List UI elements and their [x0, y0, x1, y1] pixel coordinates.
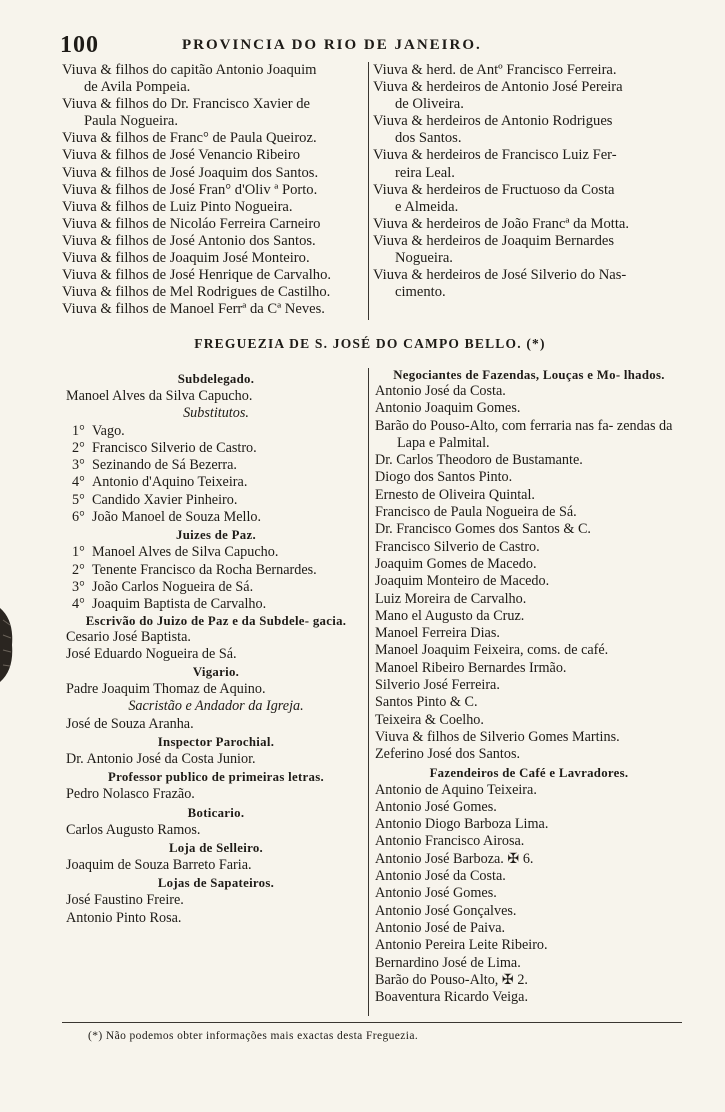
list-entry: [62, 199, 365, 216]
entry-line: Viuva & herdeiros de Francisco Luiz Fer-: [373, 147, 617, 164]
entry-line: Viuva & filhos de José Henrique de Carvalho.: [62, 267, 332, 284]
entry-continuation: de Avila Pompeia.: [84, 79, 191, 96]
list-entry: [373, 233, 678, 267]
section-heading: Subdelegado.: [177, 372, 255, 386]
entry-line: Viuva & filhos do capitão Antonio Joaquim: [62, 62, 317, 78]
entry-line: Viuva & filhos de José Joaquim dos Santos.: [62, 164, 319, 181]
entry-line: Viuva & herdeiros de Antonio Rodrigues: [373, 113, 613, 130]
entry-line: Viuva & herdeiros de Joaquim Bernardes: [373, 232, 615, 249]
list-entry: Silverio José Ferreira.: [375, 677, 500, 694]
section-heading: Vigario.: [192, 665, 240, 680]
list-entry: [373, 113, 678, 147]
entry-line: Viuva & filhos de Manoel Ferrª da Cª Neves.: [62, 301, 325, 318]
list-entry: Francisco de Paula Nogueira de Sá.: [375, 504, 577, 521]
numbered-entry: [66, 509, 366, 526]
list-entry: Manoel Alves da Silva Capucho.: [66, 388, 253, 404]
upper-left-list: [62, 62, 365, 322]
section-heading: Boticario.: [187, 805, 245, 820]
entry-continuation: reira Leal.: [395, 164, 455, 181]
entry-line: Viuva & filhos de Luiz Pinto Nogueira.: [62, 198, 293, 215]
entry-continuation: Nogueira.: [395, 250, 453, 267]
numbered-entry: [66, 474, 366, 491]
list-entry: Teixeira & Coelho.: [375, 711, 484, 728]
numbered-entry: [66, 440, 366, 457]
entry-continuation: cimento.: [395, 284, 446, 301]
list-entry: Santos Pinto & C.: [375, 694, 478, 711]
list-entry: [62, 62, 365, 96]
entry-name: Manoel Alves de Silva Capucho.: [92, 544, 279, 561]
section-heading: Juizes de Paz.: [176, 528, 256, 543]
list-entry: [62, 267, 365, 284]
list-entry: Barão do Pouso-Alto, ✠ 2.: [375, 971, 528, 988]
entry-line: Viuva & filhos de José Venancio Ribeiro: [62, 147, 300, 164]
entry-continuation: e Almeida.: [395, 198, 459, 215]
list-entry: Diogo dos Santos Pinto.: [375, 469, 513, 486]
entry-ordinal: 5°: [72, 491, 85, 508]
list-entry: Boaventura Ricardo Veiga.: [375, 989, 528, 1006]
entry-name: Antonio d'Aquino Teixeira.: [92, 474, 248, 491]
section-heading: Lojas de Sapateiros.: [157, 876, 275, 891]
section-heading: Professor publico de primeiras letras.: [107, 770, 324, 785]
list-entry: Antonio Francisco Airosa.: [375, 833, 525, 850]
list-entry: [62, 301, 365, 318]
list-entry: Joaquim Monteiro de Macedo.: [375, 573, 550, 590]
section-heading: Loja de Selleiro.: [168, 840, 264, 855]
numbered-entry: [66, 596, 366, 613]
entry-ordinal: 3°: [72, 578, 85, 595]
list-entry: Cesario José Baptista.: [66, 628, 191, 645]
right-column: [375, 368, 683, 1006]
left-column: [66, 370, 366, 927]
entry-name: Vago.: [92, 422, 125, 439]
subheading: Sacristão e Andador da Igreja.: [128, 698, 304, 715]
entry-line: Viuva & filhos de José Antonio dos Santos.: [62, 232, 316, 249]
footnote: (*) Não podemos obter informações mais exactas desta Freguezia.: [88, 1030, 419, 1042]
subheading: Substitutos.: [183, 405, 249, 422]
list-entry: Antonio José Barboza. ✠ 6.: [375, 850, 534, 867]
list-entry: Antonio Diogo Barboza Lima.: [375, 816, 549, 833]
numbered-entry: [66, 492, 366, 509]
entry-line: Viuva & filhos de Mel Rodrigues de Castilho.: [62, 284, 331, 301]
list-entry: Luiz Moreira de Carvalho.: [375, 590, 527, 607]
list-entry: [62, 147, 365, 164]
list-entry: Carlos Augusto Ramos.: [66, 821, 201, 838]
list-entry: Manoel Joaquim Feixeira, coms. de café.: [375, 642, 609, 659]
entry-name: João Carlos Nogueira de Sá.: [92, 578, 254, 595]
list-entry: Pedro Nolasco Frazão.: [66, 786, 195, 803]
list-entry: Antonio José da Costa.: [375, 383, 506, 399]
list-entry: Mano el Augusto da Cruz.: [375, 607, 525, 624]
list-entry: José Faustino Freire.: [66, 892, 184, 909]
list-entry: Antonio José Gomes.: [375, 798, 497, 815]
page-header: [60, 32, 700, 58]
numbered-entry: [66, 544, 366, 561]
lower-column-divider: [368, 368, 369, 1016]
list-entry: Joaquim de Souza Barreto Faria.: [66, 856, 252, 873]
section-heading: Negociantes de Fazendas, Louças e Mo- lhados.: [393, 368, 665, 382]
upper-column-divider: [368, 62, 369, 320]
list-entry: Ernesto de Oliveira Quintal.: [375, 486, 535, 503]
entry-ordinal: 4°: [72, 474, 85, 491]
list-entry: [62, 216, 365, 233]
running-title: PROVINCIA DO RIO DE JANEIRO.: [182, 37, 482, 53]
list-entry: Antonio Joaquim Gomes.: [375, 400, 521, 417]
list-entry: Dr. Francisco Gomes dos Santos & C.: [375, 521, 591, 538]
list-entry: [373, 147, 678, 181]
list-entry: [62, 96, 365, 130]
list-entry: [62, 130, 365, 147]
list-entry: [373, 182, 678, 216]
entry-ordinal: 3°: [72, 457, 85, 474]
list-entry: José Eduardo Nogueira de Sá.: [66, 645, 237, 662]
list-entry: Antonio José da Costa.: [375, 868, 506, 885]
entry-line: Viuva & herd. de Antº Francisco Ferreira.: [373, 62, 617, 78]
list-entry: Dr. Carlos Theodoro de Bustamante.: [375, 452, 583, 469]
list-entry: Manoel Ribeiro Bernardes Irmão.: [375, 659, 567, 676]
entry-name: João Manoel de Souza Mello.: [92, 509, 262, 526]
entry-ordinal: 2°: [72, 561, 85, 578]
numbered-entry: [66, 562, 366, 579]
entry-name: Sezinando de Sá Bezerra.: [92, 457, 237, 474]
section-heading: Inspector Parochial.: [157, 735, 275, 750]
entry-ordinal: 6°: [72, 509, 85, 526]
section-title: FREGUEZIA DE S. JOSÉ DO CAMPO BELLO. (*): [194, 336, 546, 351]
entry-line: Viuva & filhos de Franc° de Paula Queiroz.: [62, 130, 317, 147]
entry-line: Viuva & herdeiros de Fructuoso da Costa: [373, 181, 615, 198]
entry-line: Viuva & herdeiros de João Francª da Motta.: [373, 215, 630, 232]
entry-line: Viuva & filhos do Dr. Francisco Xavier de: [62, 96, 310, 113]
list-entry: Antonio José de Paiva.: [375, 919, 506, 936]
entry-continuation: dos Santos.: [395, 130, 462, 147]
entry-continuation: Paula Nogueira.: [84, 113, 179, 130]
section-heading: Escrivão do Juizo de Paz e da Subdele- gacia.: [85, 613, 347, 628]
list-entry: Manoel Ferreira Dias.: [375, 625, 500, 642]
numbered-entry: [66, 579, 366, 596]
list-entry: Padre Joaquim Thomaz de Aquino.: [66, 681, 266, 698]
entry-name: Candido Xavier Pinheiro.: [92, 491, 238, 508]
list-entry: Francisco Silverio de Castro.: [375, 538, 540, 555]
list-entry: [62, 284, 365, 301]
list-entry: Viuva & filhos de Silverio Gomes Martins.: [375, 728, 620, 745]
section-heading: Fazendeiros de Café e Lavradores.: [429, 765, 629, 780]
list-entry: [62, 165, 365, 182]
list-entry: Dr. Antonio José da Costa Junior.: [66, 751, 256, 768]
entry-ordinal: 2°: [72, 439, 85, 456]
list-entry: Antonio Pinto Rosa.: [66, 909, 182, 926]
list-entry: Zeferino José dos Santos.: [375, 746, 521, 763]
list-entry: Barão do Pouso-Alto, com ferraria nas fa- zendas da Lapa e Palmital.: [375, 417, 673, 451]
entry-continuation: de Oliveira.: [395, 96, 464, 113]
entry-line: Viuva & filhos de Joaquim José Monteiro.: [62, 250, 310, 267]
entry-name: Tenente Francisco da Rocha Bernardes.: [92, 561, 317, 578]
list-entry: [373, 62, 678, 79]
entry-ordinal: 4°: [72, 596, 85, 613]
list-entry: [62, 233, 365, 250]
entry-name: Joaquim Baptista de Carvalho.: [92, 596, 267, 613]
entry-ordinal: 1°: [72, 544, 85, 561]
entry-line: Viuva & herdeiros de Antonio José Pereira: [373, 79, 623, 96]
list-entry: Antonio José Gomes.: [375, 885, 497, 902]
list-entry: José de Souza Aranha.: [66, 715, 194, 732]
list-entry: [62, 250, 365, 267]
upper-right-list: [373, 62, 678, 322]
list-entry: Bernardino José de Lima.: [375, 954, 521, 971]
entry-name: Francisco Silverio de Castro.: [92, 439, 257, 456]
binding-mark-icon: [0, 600, 18, 690]
footnote-rule: [62, 1022, 682, 1023]
numbered-entry: [66, 423, 366, 440]
list-entry: Antonio Pereira Leite Ribeiro.: [375, 937, 548, 954]
numbered-entry: [66, 457, 366, 474]
entry-ordinal: 1°: [72, 422, 85, 439]
list-entry: [373, 216, 678, 233]
list-entry: Antonio de Aquino Teixeira.: [375, 781, 537, 798]
entry-line: Viuva & filhos de José Fran° d'Oliv ª Porto.: [62, 181, 318, 198]
list-entry: [62, 182, 365, 199]
list-entry: [373, 79, 678, 113]
list-entry: Joaquim Gomes de Macedo.: [375, 555, 537, 572]
entry-line: Viuva & filhos de Nicoláo Ferreira Carneiro: [62, 215, 321, 232]
list-entry: Antonio José Gonçalves.: [375, 902, 517, 919]
list-entry: [373, 267, 678, 301]
page-number: 100: [60, 32, 99, 58]
entry-line: Viuva & herdeiros de José Silverio do Nas-: [373, 267, 627, 284]
